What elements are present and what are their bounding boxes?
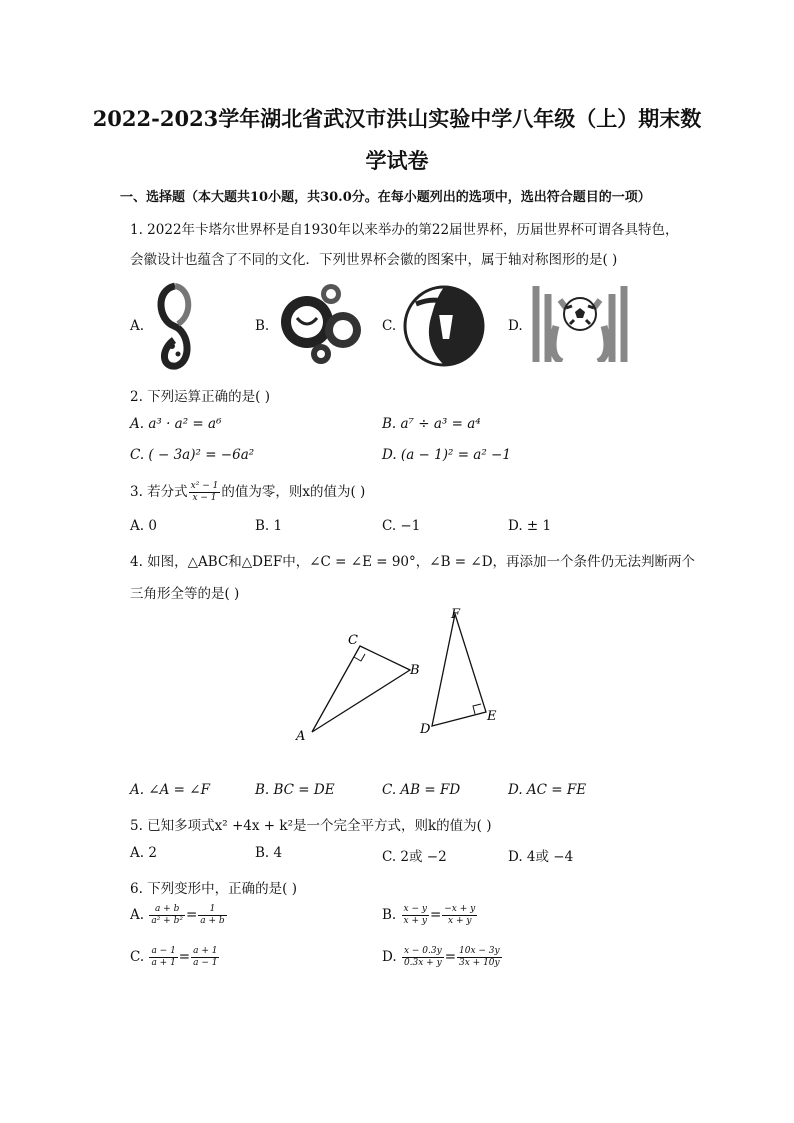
figure-label-a: A [296, 729, 306, 744]
q3-option-d: D. ± 1 [508, 518, 552, 534]
q6-d-left-den: 0.3x + y [403, 958, 442, 968]
q6-b-right-den: x + y [448, 916, 472, 926]
q6-b-left-den: x + y [403, 916, 427, 926]
q4-option-b: B. BC = DE [255, 782, 335, 798]
q3-stem [130, 480, 365, 504]
q3-option-c: C. −1 [382, 518, 421, 534]
q3-fraction-numerator: x² − 1 [190, 481, 219, 491]
q6-d-right-den: 3x + 10y [459, 958, 500, 968]
q6-b-left-num: x − y [403, 904, 427, 914]
q5-stem: 5. 已知多项式x² +4x + k²是一个完全平方式，则k的值为( ) [130, 818, 492, 834]
q6-option-a: A. $\frac{a + b}{\text{a² + b²}}$ = $\frac{1}{a + b}$ [130, 904, 225, 926]
q3-option-b: B. 1 [255, 518, 283, 534]
q6-a-right-num: 1 [198, 904, 226, 916]
exam-title-line1: 2022-2023学年湖北省武汉市洪山实验中学八年级（上）期末数 [92, 106, 702, 131]
q4-stem-line1: 4. 如图，△ABC和△DEF中，∠C = ∠E = 90°，∠B = ∠D，再添加一个条件仍无法判断两个 [130, 554, 696, 570]
q6-d-left-fraction [402, 946, 444, 969]
emblem-b-image [275, 280, 365, 368]
q6-c-right-num: a + 1 [193, 946, 218, 956]
triangles-figure [290, 602, 510, 747]
figure-label-e: E [487, 709, 497, 724]
q2-option-b: B. a⁷ ÷ a³ = a⁴ [382, 416, 481, 432]
q4-option-c: C. AB = FD [382, 782, 461, 798]
q2-stem: 2. 下列运算正确的是( ) [130, 389, 270, 405]
q1-stem-line2: 会徽设计也蕴含了不同的文化．下列世界杯会徽的图案中，属于轴对称图形的是( ) [130, 252, 618, 268]
q6-option-b: B. $\frac{x - y}{x + y}$ = $\frac{-x + y}{x + y}$ [382, 904, 476, 926]
q6-a-right-den: a + b [200, 916, 225, 926]
emblem-d-image [528, 286, 632, 362]
q2-option-a: A. a³ · a² = a⁶ [130, 416, 222, 432]
q3-option-a: A. 0 [130, 518, 157, 534]
q6-c-right-fraction [191, 946, 219, 969]
q5-option-b: B. 4 [255, 845, 283, 861]
q6-stem: 6. 下列变形中，正确的是( ) [130, 881, 297, 897]
emblem-a-image [150, 280, 200, 372]
figure-label-d: D [420, 722, 431, 737]
q1-option-c-label: C. [382, 318, 397, 334]
q5-option-c: C. 2或 −2 [382, 849, 447, 865]
q6-d-left-num: x − 0.3y [403, 946, 442, 956]
q2-option-c: C. ( − 3a)² = −6a² [130, 447, 255, 463]
q6-a-right-fraction [198, 904, 226, 927]
q5-option-a: A. 2 [130, 845, 157, 861]
q3-stem-post: 的值为零，则x的值为( ) [221, 484, 366, 500]
q4-option-d: D. AC = FE [508, 782, 587, 798]
q6-a-left-fraction [149, 904, 185, 927]
q4-stem-line2: 三角形全等的是( ) [130, 586, 240, 602]
q6-b-left-fraction [402, 904, 429, 927]
q1-stem-line1: 1. 2022年卡塔尔世界杯是自1930年以来举办的第22届世界杯，历届世界杯可谓各具特色， [130, 222, 679, 238]
figure-label-b: B [410, 663, 420, 678]
emblem-c-image [402, 284, 486, 368]
q6-c-left-den: a + 1 [151, 958, 176, 968]
q6-option-c-label: C. [130, 949, 145, 965]
q6-option-b-label: B. [382, 907, 397, 923]
q6-option-d-label: D. [382, 949, 397, 965]
section-heading: 一、选择题（本大题共10小题，共30.0分。在每小题列出的选项中，选出符合题目的一项） [120, 190, 651, 205]
q6-option-c: C. $\frac{a - 1}{a + 1}$ = $\frac{a + 1}{a - 1}$ [130, 946, 218, 968]
q6-option-d: D. $\frac{x - 0.3y}{0.3x + y}$ = $\frac{10x - 3y}{3x + 10y}$ [382, 946, 500, 968]
q6-option-a-label: A. [130, 907, 145, 923]
q1-option-a-label: A. [130, 318, 145, 334]
q2-option-d: D. (a − 1)² = a² −1 [382, 447, 511, 463]
q6-d-right-fraction [457, 946, 502, 969]
q3-stem-pre: 3. 若分式 [130, 484, 188, 500]
q1-option-b-label: B. [255, 318, 270, 334]
q4-option-a: A. ∠A = ∠F [130, 782, 210, 798]
q1-option-d-label: D. [508, 318, 523, 334]
q6-a-left-num: a + b [149, 904, 185, 916]
figure-label-f: F [451, 607, 461, 622]
q6-a-left-den: a² + b² [151, 916, 183, 926]
q6-b-right-fraction [442, 904, 477, 927]
q3-fraction [189, 481, 221, 504]
q6-c-left-fraction [149, 946, 177, 969]
exam-title-line2: 学试卷 [365, 148, 429, 173]
q5-option-d: D. 4或 −4 [508, 849, 574, 865]
figure-label-c: C [348, 633, 358, 648]
q6-b-right-num: −x + y [444, 904, 476, 914]
q6-d-right-num: 10x − 3y [459, 946, 500, 956]
q3-fraction-denominator: x − 1 [192, 493, 217, 503]
q6-c-left-num: a − 1 [151, 946, 176, 956]
q6-c-right-den: a − 1 [193, 958, 218, 968]
